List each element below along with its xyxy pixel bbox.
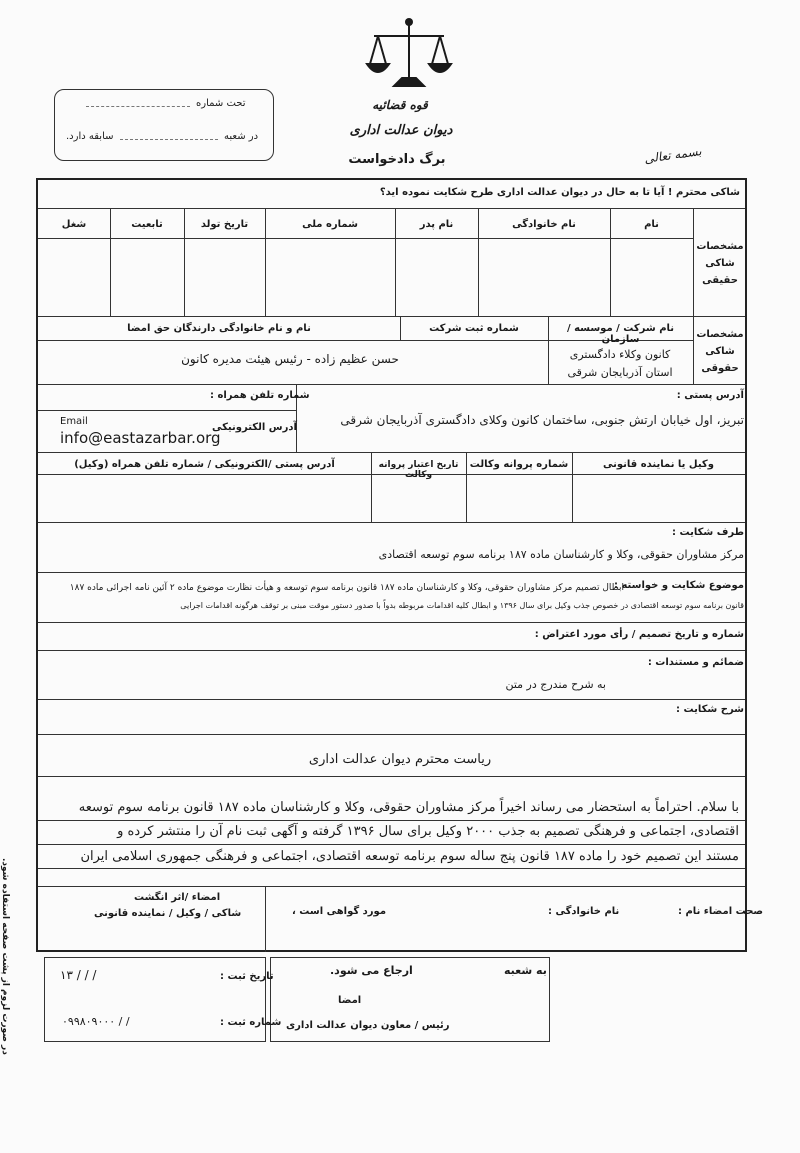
judiciary-title: قوه قضائیه <box>372 98 428 112</box>
license-number-header: شماره پروانه وکالت <box>469 459 569 470</box>
subject-line1: ابطال تصمیم مرکز مشاوران حقوقی، وکلا و کارشناسان ماده ۱۸۷ قانون برنامه سوم توسعه و هیأت نظارت موضوع ماده ۲ آئین نامه اجرائی ماده ۱۸۷ <box>69 583 624 593</box>
attachments-value: به شرح مندرج در متن <box>505 678 606 691</box>
email-value: info@eastazarbar.org <box>60 429 221 447</box>
description-salutation: ریاست محترم دیوان عدالت اداری <box>308 752 492 767</box>
history-label: سابقه دارد. <box>66 131 114 142</box>
col-nationality: تابعیت <box>131 219 163 230</box>
court-title: دیوان عدالت اداری <box>349 123 453 138</box>
lawyer-contact-header: آدرس پستی /الکترونیکی / شماره تلفن همراه (وکیل) <box>74 459 335 470</box>
postal-address-value: تبریز، اول خیابان ارتش جنوبی، ساختمان کانون وکلای دادگستری آذربایجان شرقی <box>340 413 744 427</box>
basmala: بسمه تعالی <box>643 144 703 166</box>
certification-label: مورد گواهی است ، <box>292 906 387 917</box>
margin-note: در صورت لزوم از پشت صفحه استفاده شود. <box>0 858 10 1055</box>
referral-prefix: به شعبه <box>504 964 547 977</box>
registration-date-value: ۱۳ / / / <box>60 968 97 982</box>
col-occupation: شغل <box>61 219 87 230</box>
registration-number-value: ۰۹۹۸۰۹۰۰۰ / / <box>62 1015 130 1028</box>
branch-label: در شعبه <box>224 131 259 142</box>
description-line3: مستند این تصمیم خود را ماده ۱۸۷ قانون پنج ساله سوم برنامه توسعه اقتصادی، اجتماعی و فرهنگی جمهوری اسلامی ایران <box>80 849 739 864</box>
subject-line2: قانون برنامه سوم توسعه اقتصادی در خصوص جذب وکیل برای سال ۱۳۹۶ و ابطال کلیه اقدامات مربوطه بدواً با صدور دستور موقت مبنی بر توقف هرگونه اقدامات اجرایی <box>180 601 744 610</box>
col-first-name: نام <box>644 219 659 230</box>
lawyer-name-header: وکیل یا نماینده قانونی <box>603 459 714 470</box>
company-name-line2: استان آذربایجان شرقی <box>567 366 673 379</box>
email-label: آدرس الکترونیکی <box>212 422 297 433</box>
description-line2: اقتصادی، اجتماعی و فرهنگی تصمیم به جذب ۲۰۰۰ وکیل برای سال ۱۳۹۶ گرفته و آگهی ثبت نام آن را منتشر کرده و <box>117 824 739 839</box>
decision-label: شماره و تاریخ تصمیم / رأی مورد اعتراض : <box>534 629 744 640</box>
license-date-header: تاریخ اعتبار پروانه وکالت <box>378 460 459 480</box>
referral-sign-label: امضا <box>338 995 362 1006</box>
registration-number-label: شماره ثبت : <box>220 1017 282 1028</box>
description-line1: با سلام. احتراماً به استحضار می رساند اخیراً مرکز مشاوران حقوقی، وکلا و کارشناسان ماده ۱۸۷ قانون برنامه سوم توسعه <box>78 800 739 815</box>
scales-of-justice-emblem <box>364 14 454 92</box>
defendant-value: مرکز مشاوران حقوقی، وکلا و کارشناسان ماده ۱۸۷ برنامه سوم توسعه اقتصادی <box>378 548 744 561</box>
referral-suffix: ارجاع می شود. <box>330 964 413 977</box>
attachments-label: ضمائم و مستندات : <box>647 657 744 668</box>
company-header: نام شرکت / موسسه / سازمان <box>566 323 675 345</box>
signer-name-label: صحت امضاء نام : <box>678 906 764 917</box>
col-birth-date: تاریخ تولد <box>200 219 249 230</box>
signature-sub-label: شاکی / وکیل / نماینده قانونی <box>94 908 242 919</box>
description-label: شرح شکایت : <box>676 704 744 715</box>
col-national-id: شماره ملی <box>302 219 358 230</box>
referral-head-label: رئیس / معاون دیوان عدالت اداری <box>286 1020 450 1031</box>
email-small-label: Email <box>60 416 88 427</box>
col-father-name: نام پدر <box>419 219 454 230</box>
defendant-label: طرف شکایت : <box>672 527 744 538</box>
prior-complaint-question: شاکی محترم ! آیا تا به حال در دیوان عدالت اداری طرح شکایت نموده اید؟ <box>379 187 740 198</box>
registration-header: شماره ثبت شرکت <box>429 323 519 334</box>
signature-label: امضاء /اثر انگشت <box>134 892 221 903</box>
postal-address-label: آدرس پستی : <box>676 390 744 401</box>
company-name-line1: کانون وکلاء دادگستری <box>569 348 671 361</box>
col-last-name: نام خانوادگی <box>512 219 576 230</box>
tracking-number-label: تحت شماره <box>196 98 246 109</box>
signatory-value: حسن عظیم زاده - رئیس هیئت مدیره کانون <box>181 352 399 366</box>
real-person-section-label: مشخصات شاکی حقیقی <box>696 241 744 286</box>
family-name-label: نام خانوادگی : <box>548 906 620 917</box>
registration-date-label: تاریخ ثبت : <box>220 971 274 982</box>
legal-person-section-label: مشخصات شاکی حقوقی <box>696 329 744 374</box>
mobile-label: شماره تلفن همراه : <box>210 390 310 401</box>
subject-label: موضوع شکایت و خواسته : <box>614 580 744 591</box>
form-title: برگ دادخواست <box>348 152 446 167</box>
signatories-header: نام و نام خانوادگی دارندگان حق امضا <box>127 323 311 334</box>
